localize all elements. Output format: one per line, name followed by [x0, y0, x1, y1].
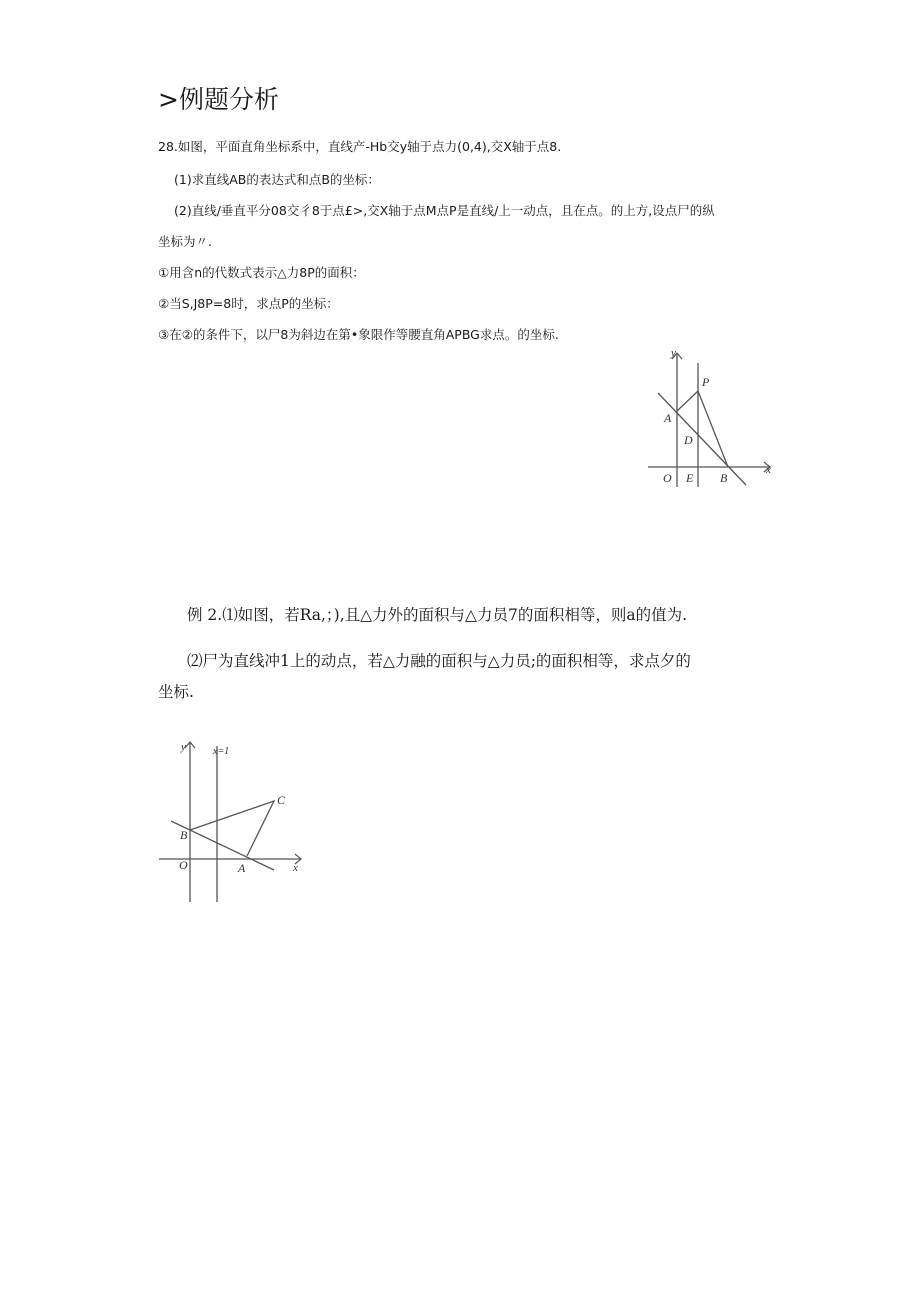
- segment-pb: [698, 391, 728, 467]
- problem-28-part1: (1)求直线AB的表达式和点B的坐标：: [174, 172, 380, 187]
- label-a: A: [238, 861, 246, 875]
- problem-28-part2-line1: (2)直线/垂直平分08交彳8于点£>,交X轴于点M点P是直线/上一动点，且在点。的上方,设点尸的纵: [174, 203, 715, 218]
- section-heading: >例题分析: [158, 85, 279, 114]
- example-2-part2-line2: 坐标.: [158, 683, 194, 701]
- label-a: A: [664, 411, 672, 425]
- example-2-part2-line1: ⑵尸为直线冲1上的动点，若△力融的面积与△力员;的面积相等，求点夕的: [187, 652, 691, 670]
- problem-28-sub2: ②当S,J8P=8时，求点P的坐标：: [158, 296, 339, 311]
- label-b: B: [720, 471, 728, 485]
- problem-28-part2-line2: 坐标为〃.: [158, 234, 212, 249]
- problem-28-figure: [640, 345, 780, 490]
- label-y: y: [181, 741, 186, 753]
- label-x: x: [293, 862, 298, 874]
- example-2-figure: [155, 738, 305, 908]
- label-o: O: [663, 471, 672, 485]
- problem-28-stem: 28.如图，平面直角坐标系中，直线产-Hb交y轴于点力(0,4),交X轴于点8.: [158, 139, 562, 154]
- label-y: y: [671, 347, 676, 359]
- problem-28-sub1: ①用含n的代数式表示△力8P的面积：: [158, 265, 365, 280]
- label-c: C: [277, 793, 286, 807]
- label-x-equals-1: x=1: [213, 746, 230, 757]
- label-x: x: [766, 464, 771, 476]
- problem-28-sub3: ③在②的条件下，以尸8为斜边在第•象限作等腰直角APBG求点。的坐标.: [158, 327, 559, 342]
- segment-ap: [677, 391, 698, 411]
- label-b: B: [180, 828, 188, 842]
- label-o: O: [179, 858, 188, 872]
- example-2-part1: 例 2.⑴如图，若Ra,；),且△力外的面积与△力员7的面积相等，则a的值为.: [187, 606, 688, 624]
- segments-bc-ca: [190, 801, 274, 856]
- label-e: E: [686, 471, 694, 485]
- label-d: D: [684, 433, 693, 447]
- label-p: P: [702, 375, 710, 389]
